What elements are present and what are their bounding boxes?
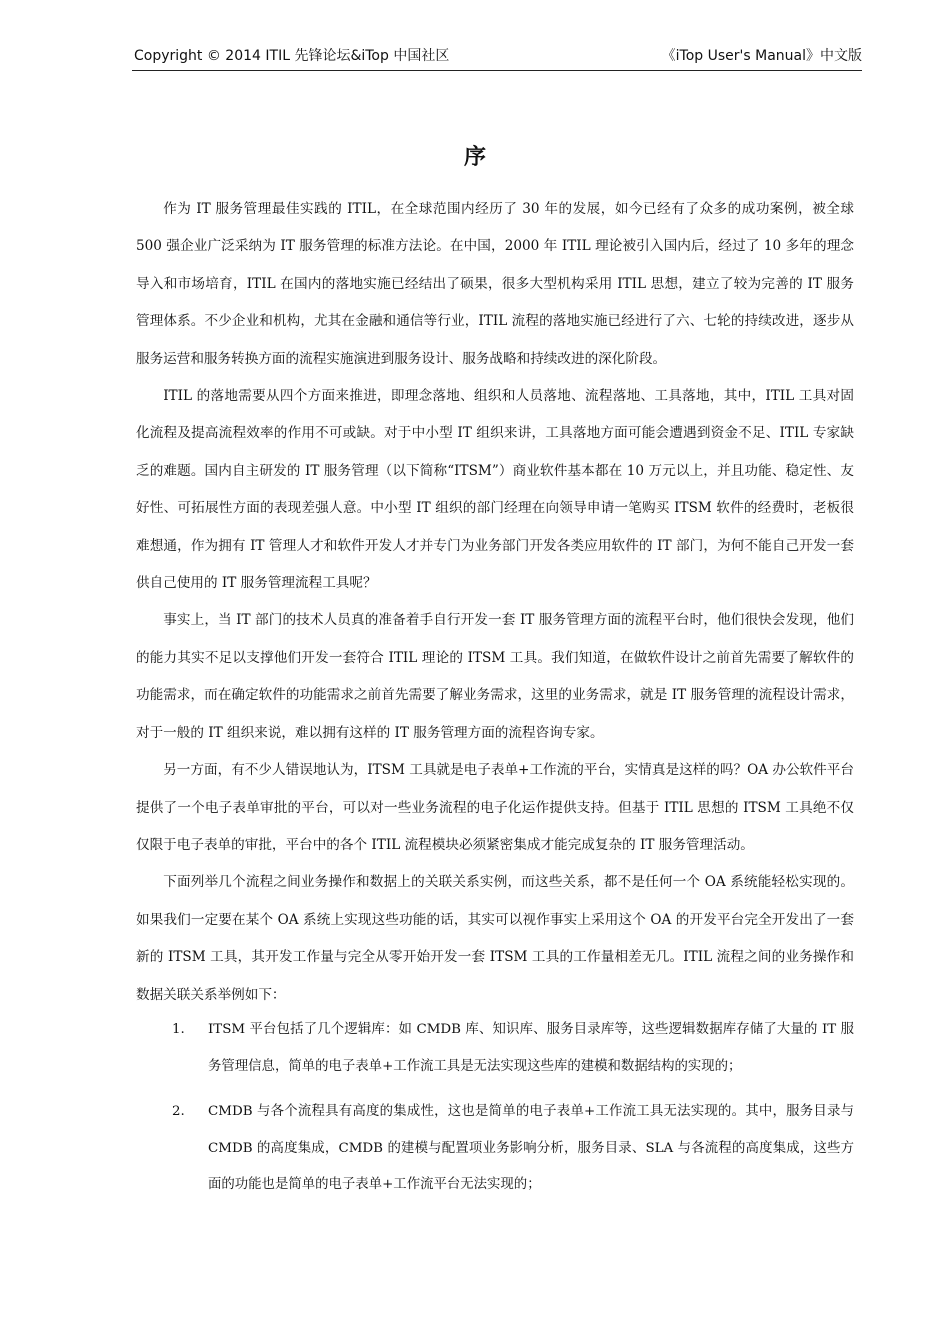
header-rule	[132, 70, 862, 71]
list-item-number: 1.	[172, 1022, 185, 1037]
paragraph: 下面列举几个流程之间业务操作和数据上的关联关系实例，而这些关系，都不是任何一个 OA 系统能轻松实现的。如果我们一定要在某个 OA 系统上实现这些功能的话，其实可以视作事实上采用这个 OA 的开发平台完全开发出了一套新的 ITSM 工具，其开发工作量与完全从零开始开发一套 ITSM 工具的工作量相差无几。ITIL 流程之间的业务操作和数据关联关系举例如下：	[136, 874, 854, 1003]
paragraph: 事实上，当 IT 部门的技术人员真的准备着手自行开发一套 IT 服务管理方面的流程平台时，他们很快会发现，他们的能力其实不足以支撑他们开发一套符合 ITIL 理论的 ITSM 工具。我们知道，在做软件设计之前首先需要了解软件的功能需求，而在确定软件的功能需求之前首先需要了解业务需求，这里的业务需求，就是 IT 服务管理的流程设计需求，对于一般的 IT 组织来说，难以拥有这样的 IT 服务管理方面的流程咨询专家。	[136, 612, 854, 741]
section-title: 序	[463, 144, 486, 170]
header-copyright: Copyright © 2014 ITIL 先锋论坛&iTop 中国社区	[134, 48, 450, 64]
paragraph: 作为 IT 服务管理最佳实践的 ITIL，在全球范围内经历了 30 年的发展，如今已经有了众多的成功案例，被全球 500 强企业广泛采纳为 IT 服务管理的标准方法论。在中国，2000 年 ITIL 理论被引入国内后，经过了 10 多年的理念导入和市场培育，ITIL 在国内的落地实施已经结出了硕果，很多大型机构采用 ITIL 思想，建立了较为完善的 IT 服务管理体系。不少企业和机构，尤其在金融和通信等行业，ITIL 流程的落地实施已经进行了六、七轮的持续改进，逐步从服务运营和服务转换方面的流程实施演进到服务设计、服务战略和持续改进的深化阶段。	[136, 201, 854, 367]
list-item-number: 2.	[172, 1104, 185, 1119]
example-list	[136, 1012, 854, 1204]
list-item-text: CMDB 与各个流程具有高度的集成性，这也是简单的电子表单+工作流工具无法实现的。其中，服务目录与 CMDB 的高度集成，CMDB 的建模与配置项业务影响分析，服务目录、SLA 与各流程的高度集成，这些方面的功能也是简单的电子表单+工作流平台无法实现的；	[208, 1104, 854, 1192]
list-item	[136, 1094, 854, 1204]
paragraph: ITIL 的落地需要从四个方面来推进，即理念落地、组织和人员落地、流程落地、工具落地，其中，ITIL 工具对固化流程及提高流程效率的作用不可或缺。对于中小型 IT 组织来讲，工具落地方面可能会遭遇到资金不足、ITIL 专家缺乏的难题。国内自主研发的 IT 服务管理（以下简称“ITSM”）商业软件基本都在 10 万元以上，并且功能、稳定性、友好性、可拓展性方面的表现差强人意。中小型 IT 组织的部门经理在向领导申请一笔购买 ITSM 软件的经费时，老板很难想通，作为拥有 IT 管理人才和软件开发人才并专门为业务部门开发各类应用软件的 IT 部门，为何不能自己开发一套供自己使用的 IT 服务管理流程工具呢？	[136, 388, 854, 592]
header-manual-title: 《iTop User's Manual》中文版	[661, 48, 862, 64]
body-text	[136, 191, 854, 1014]
list-item	[136, 1012, 854, 1085]
page-header	[134, 45, 862, 65]
list-item-text: ITSM 平台包括了几个逻辑库：如 CMDB 库、知识库、服务目录库等，这些逻辑数据库存储了大量的 IT 服务管理信息，简单的电子表单+工作流工具是无法实现这些库的建模和数据结构的实现的；	[208, 1022, 854, 1074]
paragraph: 另一方面，有不少人错误地认为，ITSM 工具就是电子表单+工作流的平台，实情真是这样的吗？OA 办公软件平台提供了一个电子表单审批的平台，可以对一些业务流程的电子化运作提供支持。但基于 ITIL 思想的 ITSM 工具绝不仅仅限于电子表单的审批，平台中的各个 ITIL 流程模块必须紧密集成才能完成复杂的 IT 服务管理活动。	[136, 762, 854, 853]
